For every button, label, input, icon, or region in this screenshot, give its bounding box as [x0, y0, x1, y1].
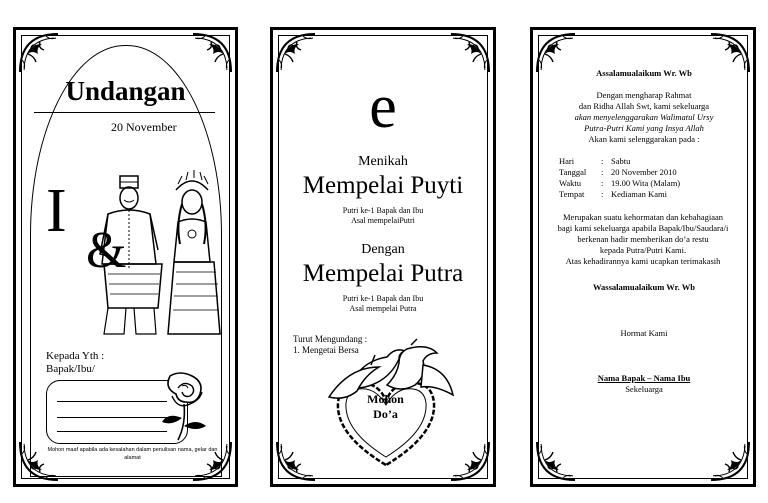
prayer-request	[348, 392, 423, 422]
monogram-initial: e	[369, 73, 397, 141]
cover-panel	[13, 27, 238, 487]
invitation-title: Undangan	[65, 76, 186, 106]
prayer-line-2: Do’a	[373, 407, 398, 421]
detail-label: Tempat	[559, 189, 585, 199]
title-divider	[34, 112, 215, 113]
greeting: Assalamualaikum Wr. Wb	[596, 68, 692, 78]
detail-colon: :	[601, 156, 604, 166]
initial-left: I	[46, 177, 67, 245]
closing-line: Atas kehadirannya kami ucapkan terimakasih	[565, 256, 721, 266]
groom-origin: Asal mempelai Putra	[349, 304, 417, 313]
detail-label: Tanggal	[559, 167, 587, 177]
closing-line: berkenan hadir memberikan do’a restu	[577, 234, 709, 244]
corner-ornament-icon	[191, 32, 233, 74]
closing-line: Merupakan suatu kehormatan dan kebahagiaan	[562, 212, 724, 222]
prayer-line-1: Mohon	[367, 392, 404, 406]
groom-parent: Putri ke-1 Bapak dan Ibu	[342, 294, 424, 303]
detail-colon: :	[601, 189, 604, 199]
married-heading: Menikah	[358, 154, 408, 169]
detail-label: Waktu	[559, 178, 581, 188]
bride-parent: Putri ke-1 Bapak dan Ibu	[342, 206, 424, 215]
rose-icon	[156, 370, 214, 442]
event-details	[559, 156, 739, 200]
address-line	[57, 417, 167, 418]
couple-panel	[270, 27, 496, 487]
details-panel	[530, 27, 756, 487]
bride-name: Mempelai Puyti	[302, 172, 464, 199]
corner-ornament-icon	[535, 440, 577, 482]
recipient-line-2: Bapak/Ibu/	[46, 363, 95, 375]
intro-line: Dengan mengharap Rahmat	[596, 90, 692, 100]
detail-value: Sabtu	[611, 156, 631, 166]
with-heading: Dengan	[361, 242, 405, 257]
groom-name: Mempelai Putra	[302, 260, 464, 287]
ampersand: &	[86, 222, 127, 279]
intro-line: dan Ridha Allah Swt, kami sekeluarga	[578, 101, 710, 111]
intro-line: Akan kami selenggarakan pada :	[588, 134, 700, 144]
invitation-date: 20 November	[111, 120, 177, 134]
recipient-label	[46, 350, 104, 376]
detail-label: Hari	[559, 156, 575, 166]
intro-paragraph	[543, 90, 745, 145]
regards: Hormat Kami	[620, 328, 668, 338]
intro-line: akan menyelenggarakan Walimatul Ursy	[574, 112, 714, 122]
co-inviters	[293, 334, 367, 356]
detail-row	[559, 156, 739, 167]
detail-row	[559, 178, 739, 189]
detail-colon: :	[601, 178, 604, 188]
address-line	[57, 401, 167, 402]
signer-sub: Sekeluarga	[625, 384, 663, 394]
co-inviters-label: Turut Mengundang :	[293, 334, 368, 344]
apology-note: Mohon maaf apabila ada kesalahan dalam penulisan nama, gelar dan alamat	[47, 447, 218, 461]
detail-value: Kediaman Kami	[611, 189, 667, 199]
corner-ornament-icon	[275, 32, 317, 74]
corner-ornament-icon	[709, 440, 751, 482]
address-line	[57, 431, 167, 432]
detail-colon: :	[601, 167, 604, 177]
closing-paragraph	[537, 212, 749, 267]
closing-line: kepada Putra/Putri Kami.	[599, 245, 687, 255]
recipient-line-1: Kepada Yth :	[46, 350, 105, 362]
corner-ornament-icon	[18, 32, 60, 74]
corner-ornament-icon	[449, 32, 491, 74]
intro-line: Putra-Putri Kami yang Insya Allah	[584, 123, 704, 133]
co-inviter-item: 1. Mengetai Bersa	[293, 345, 359, 355]
detail-value: 19.00 Wita (Malam)	[611, 178, 681, 188]
closing-line: bagi kami sekeluarga apabila Bapak/Ibu/Saudara/i	[557, 223, 729, 233]
farewell: Wassalamualaikum Wr. Wb	[593, 282, 695, 292]
detail-value: 20 November 2010	[611, 167, 677, 177]
bride-origin: Asal mempelaiPutri	[351, 216, 415, 225]
signer-name: Nama Bapak – Nama Ibu	[597, 373, 691, 383]
detail-row	[559, 167, 739, 178]
detail-row	[559, 189, 739, 200]
